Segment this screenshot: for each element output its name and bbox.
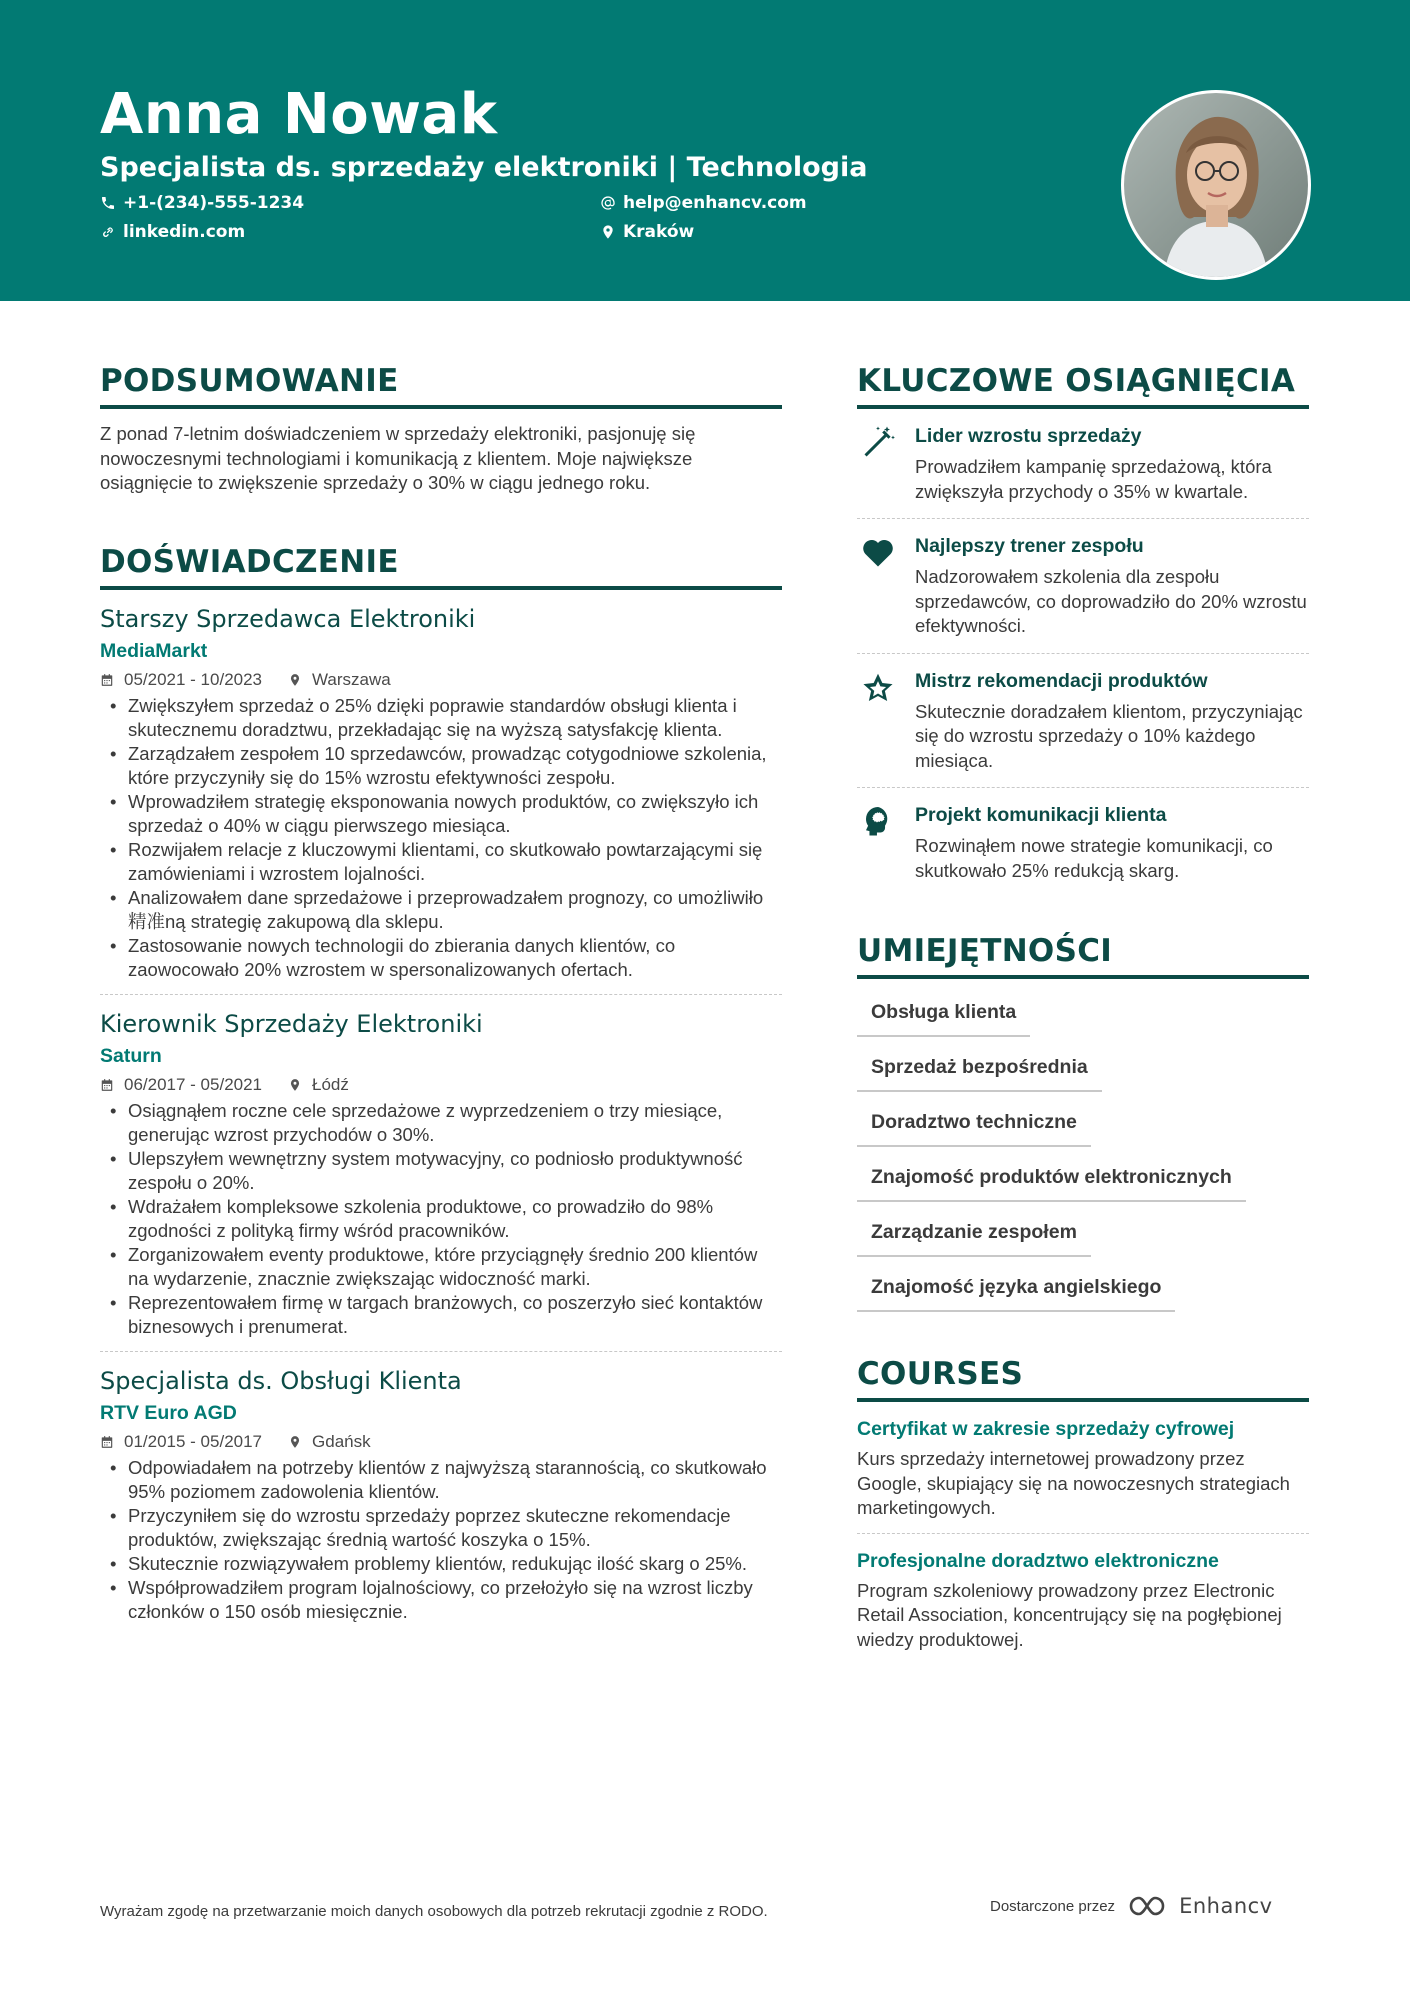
courses-section	[857, 1356, 1309, 1664]
avatar	[1124, 93, 1308, 277]
job-location: Warszawa	[312, 669, 391, 689]
contact-location	[600, 222, 694, 242]
resume-header	[0, 0, 1410, 301]
achievement-item	[857, 409, 1309, 519]
bullet-item: • Rozwijałem relacje z kluczowymi klientami, co skutkowało powtarzającymi się zamówieniami i wzrostem lojalności.	[100, 838, 782, 886]
job-meta	[100, 670, 782, 690]
job-title: Kierownik Sprzedaży Elektroniki	[100, 1009, 483, 1038]
calendar-icon	[100, 1078, 114, 1092]
course-item	[857, 1402, 1309, 1533]
skills-title: UMIEJĘTNOŚCI	[857, 933, 1113, 969]
skill-tag: Znajomość produktów elektronicznych	[857, 1156, 1246, 1202]
bullet-item: • Zarządzałem zespołem 10 sprzedawców, prowadząc cotygodniowe szkolenia, które przyczyniły się do 15% wzrostu efektywności zespołu.	[100, 742, 782, 790]
job-title: Specjalista ds. Obsługi Klienta	[100, 1366, 462, 1395]
bullet-item: • Skutecznie rozwiązywałem problemy klientów, redukując ilość skarg o 25%.	[100, 1552, 782, 1576]
achievements-title: KLUCZOWE OSIĄGNIĘCIA	[857, 363, 1296, 399]
job-company: MediaMarkt	[100, 639, 208, 662]
section-divider	[857, 975, 1309, 979]
contact-phone[interactable]	[100, 193, 304, 213]
star-icon	[860, 670, 896, 706]
contact-linkedin-text: linkedin.com	[123, 222, 246, 242]
achievement-title: Projekt komunikacji klienta	[915, 804, 1167, 826]
achievement-item	[857, 654, 1309, 789]
contact-email[interactable]	[600, 193, 807, 213]
skill-tag: Zarządzanie zespołem	[857, 1211, 1091, 1257]
achievement-text: Prowadziłem kampanię sprzedażową, która zwiększyła przychody o 35% w kwartale.	[915, 456, 1272, 502]
course-title: Profesjonalne doradztwo elektroniczne	[857, 1549, 1219, 1572]
skill-tag: Doradztwo techniczne	[857, 1101, 1091, 1147]
skill-tag: Sprzedaż bezpośrednia	[857, 1046, 1102, 1092]
contact-linkedin[interactable]	[100, 222, 245, 242]
map-pin-icon	[600, 224, 616, 240]
head-brain-icon	[860, 804, 896, 840]
experience-title: DOŚWIADCZENIE	[100, 543, 399, 580]
job-dates: 01/2015 - 05/2017	[124, 1431, 263, 1451]
job-entry	[100, 604, 782, 994]
bullet-item: • Analizowałem dane sprzedażowe i przeprowadzałem prognozy, co umożliwiło 精准ną strategię zakupową dla sklepu.	[100, 886, 782, 934]
experience-section	[100, 544, 782, 1636]
achievement-text: Skutecznie doradzałem klientom, przyczyniając się do wzrostu sprzedaży o 10% każdego miesiąca.	[915, 700, 1303, 771]
job-location: Gdańsk	[312, 1431, 371, 1451]
link-icon	[100, 224, 116, 240]
achievements-section	[857, 363, 1309, 897]
job-company: Saturn	[100, 1044, 162, 1067]
bullet-item: • Przyczyniłem się do wzrostu sprzedaży poprzez skuteczne rekomendacje produktów, zwiększając średnią wartość koszyka o 15%.	[100, 1504, 782, 1552]
job-meta	[100, 1075, 782, 1095]
bullet-item: • Osiągnąłem roczne cele sprzedażowe z wyprzedzeniem o trzy miesiące, generując wzrost przychodów o 30%.	[100, 1099, 782, 1147]
job-title: Starszy Sprzedawca Elektroniki	[100, 604, 476, 633]
job-entry	[100, 1351, 782, 1636]
left-column	[100, 363, 782, 1636]
achievement-title: Lider wzrostu sprzedaży	[915, 425, 1142, 447]
contact-location-text: Kraków	[623, 222, 695, 242]
course-text: Kurs sprzedaży internetowej prowadzony przez Google, skupiający się na nowoczesnych strategiach marketingowych.	[857, 1448, 1290, 1518]
heart-icon	[860, 535, 896, 571]
course-text: Program szkoleniowy prowadzony przez Electronic Retail Association, koncentrujący się na pogłębionej wiedzy produktowej.	[857, 1579, 1282, 1650]
brand-name: Enhancv	[1179, 1894, 1273, 1918]
map-pin-icon	[288, 1078, 302, 1092]
bullet-item: • Reprezentowałem firmę w targach branżowych, co poszerzyło sieć kontaktów biznesowych i prenumerat.	[100, 1291, 782, 1339]
job-bullets	[100, 1099, 782, 1339]
candidate-name: Anna Nowak	[100, 82, 498, 147]
right-column	[857, 363, 1309, 1664]
candidate-headline: Specjalista ds. sprzedaży elektroniki | Technologia	[100, 152, 868, 183]
section-divider	[100, 586, 782, 590]
achievement-title: Mistrz rekomendacji produktów	[915, 669, 1208, 692]
job-location: Łódź	[312, 1074, 349, 1094]
calendar-icon	[100, 673, 114, 687]
skills-section	[857, 933, 1309, 1312]
skill-tag: Obsługa klienta	[857, 991, 1030, 1037]
achievement-title: Najlepszy trener zespołu	[915, 535, 1144, 557]
phone-icon	[100, 195, 116, 211]
job-company: RTV Euro AGD	[100, 1401, 237, 1424]
contact-email-text: help@enhancv.com	[623, 193, 807, 213]
at-sign-icon	[600, 195, 616, 211]
bullet-item: • Współprowadziłem program lojalnościowy, co przełożyło się na wzrost liczby członków o 150 osób miesięcznie.	[100, 1576, 782, 1624]
bullet-item: • Ulepszyłem wewnętrzny system motywacyjny, co podniosło produktywność zespołu o 20%.	[100, 1147, 782, 1195]
contact-phone-text: +1-(234)-555-1234	[123, 193, 305, 213]
summary-title: PODSUMOWANIE	[100, 363, 399, 399]
map-pin-icon	[288, 673, 302, 687]
course-title: Certyfikat w zakresie sprzedaży cyfrowej	[857, 1418, 1235, 1440]
enhancv-logo-icon	[1127, 1893, 1173, 1919]
job-entry	[100, 994, 782, 1351]
bullet-item: • Wdrażałem kompleksowe szkolenia produktowe, co prowadziło do 98% zgodności z polityką firmy wśród pracowników.	[100, 1195, 782, 1243]
bullet-item: • Wprowadziłem strategię eksponowania nowych produktów, co zwiększyło ich sprzedaż o 40% w ciągu pierwszego miesiąca.	[100, 790, 782, 838]
bullet-item: • Odpowiadałem na potrzeby klientów z najwyższą starannością, co skutkowało 95% poziomem zadowolenia klientów.	[100, 1456, 782, 1504]
skill-tag: Znajomość języka angielskiego	[857, 1266, 1175, 1312]
summary-section	[100, 363, 782, 496]
job-meta	[100, 1432, 782, 1452]
job-dates: 06/2017 - 05/2021	[124, 1074, 263, 1094]
summary-text: Z ponad 7-letnim doświadczeniem w sprzedaży elektroniki, pasjonuję się nowoczesnymi technologiami i komunikacją z klientem. Moje największe osiągnięcie to zwiększenie sprzedaży o 30% w ciągu jednego roku.	[100, 423, 696, 493]
bullet-item: • Zorganizowałem eventy produktowe, które przyciągnęły średnio 200 klientów na wydarzenie, znacznie zwiększając widoczność marki.	[100, 1243, 782, 1291]
achievement-item	[857, 788, 1309, 897]
gdpr-consent: Wyrażam zgodę na przetwarzanie moich danych osobowych dla potrzeb rekrutacji zgodnie z RODO.	[100, 1903, 768, 1920]
achievement-item	[857, 519, 1309, 654]
job-bullets	[100, 1456, 782, 1624]
achievement-text: Rozwinąłem nowe strategie komunikacji, co skutkowało 25% redukcją skarg.	[915, 835, 1273, 881]
powered-by[interactable]	[990, 1893, 1273, 1919]
achievement-text: Nadzorowałem szkolenia dla zespołu sprzedawców, co doprowadziło do 20% wzrostu efektywności.	[915, 566, 1307, 636]
magic-wand-icon	[860, 425, 896, 461]
bullet-item: • Zwiększyłem sprzedaż o 25% dzięki poprawie standardów obsługi klienta i skutecznemu doradztwu, przekładając się na wyższą satysfakcję klienta.	[100, 694, 782, 742]
section-divider	[100, 405, 782, 409]
map-pin-icon	[288, 1435, 302, 1449]
bullet-item: • Zastosowanie nowych technologii do zbierania danych klientów, co zaowocowało 20% wzrostem w spersonalizowanych ofertach.	[100, 934, 782, 982]
profile-photo	[1121, 90, 1311, 280]
job-bullets	[100, 694, 782, 982]
job-dates: 05/2021 - 10/2023	[124, 669, 263, 689]
courses-title: COURSES	[857, 1356, 1024, 1392]
powered-by-label: Dostarczone przez	[990, 1897, 1116, 1915]
course-item	[857, 1533, 1309, 1665]
calendar-icon	[100, 1435, 114, 1449]
